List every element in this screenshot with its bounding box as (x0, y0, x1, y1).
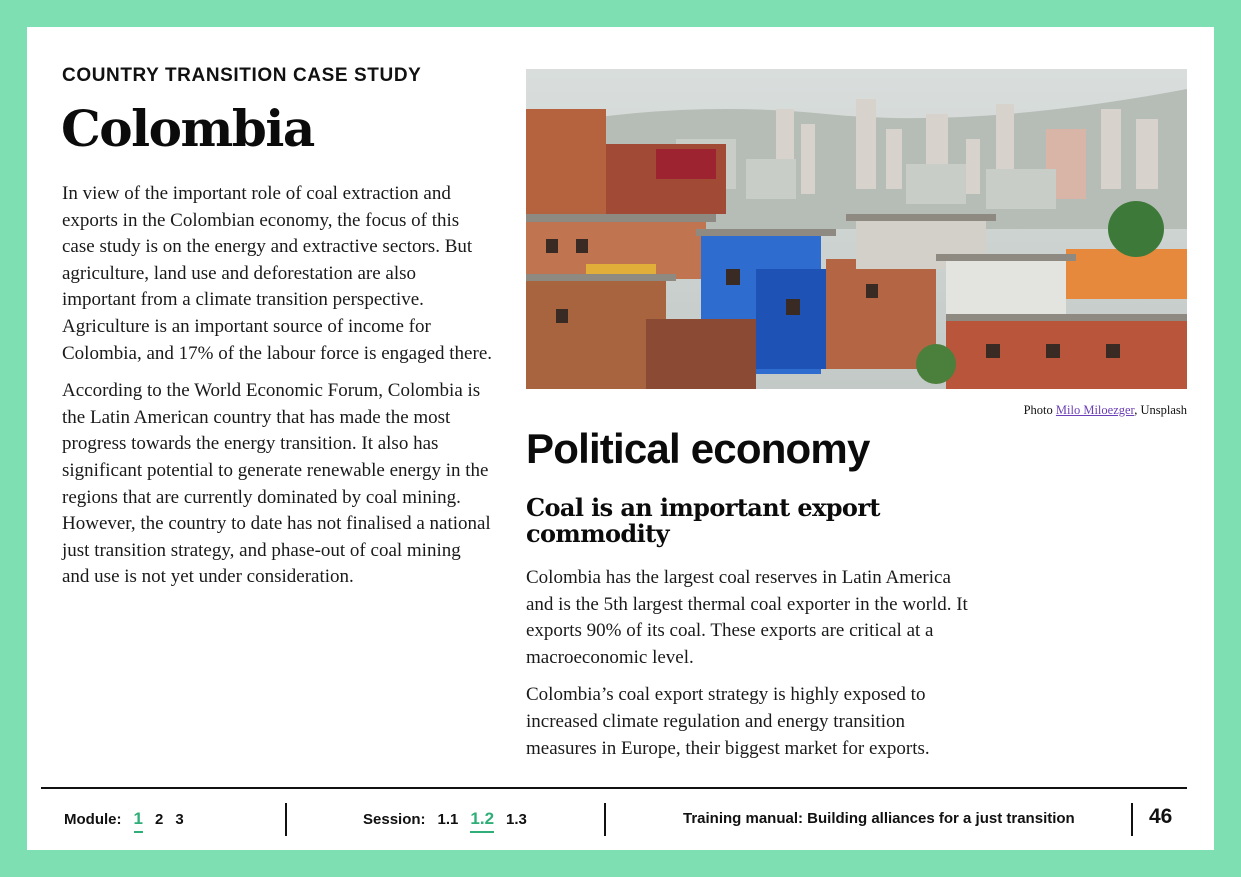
section-kicker: COUNTRY TRANSITION CASE STUDY (62, 65, 422, 86)
section-text (526, 565, 976, 773)
module-nav (64, 809, 196, 833)
intro-paragraph-2: According to the World Economic Forum, Colombia is the Latin American country that has made the most progress towards the energy transition. It also has significant potential to generate renewable energy in the regions that are currently dominated by coal mining. However, the country to date has not finalised a national just transition strategy, and phase-out of coal mining and use is not yet under consideration. (62, 380, 491, 588)
intro-paragraph-1: In view of the important role of coal extraction and exports in the Colombian economy, the focus of this case study is on the energy and extractive sectors. But agriculture, land use and deforestation are also important from a climate transition perspective. Agriculture is an important source of income for Colombia, and 17% of the labour force is engaged there. (62, 183, 492, 364)
caption-prefix: Photo (1023, 403, 1056, 417)
footer-separator (1131, 803, 1133, 836)
session-label: Session: (363, 811, 426, 828)
footer (27, 788, 1214, 850)
session-link-1-3[interactable]: 1.3 (506, 811, 527, 828)
section-subheading: Coal is an important export commodity (526, 493, 880, 548)
caption-suffix: , Unsplash (1134, 403, 1187, 417)
page (27, 27, 1214, 850)
section-paragraph-1: Colombia has the largest coal reserves in Latin America and is the 5th largest thermal coal exporter in the world. It exports 90% of its coal. These exports are critical at a macroeconomic level. (526, 567, 968, 668)
photographer-link[interactable]: Milo Miloezger (1055, 403, 1135, 417)
page-number: 46 (1149, 805, 1173, 828)
session-link-1-2[interactable]: 1.2 (470, 809, 494, 833)
module-label: Module: (64, 811, 122, 828)
footer-separator (285, 803, 287, 836)
module-link-1[interactable]: 1 (134, 809, 143, 833)
session-link-1-1[interactable]: 1.1 (437, 811, 459, 828)
session-nav (363, 809, 539, 833)
photo-caption (727, 403, 1187, 418)
intro-text (62, 181, 492, 602)
page-title: Colombia (61, 99, 314, 158)
footer-separator (604, 803, 606, 836)
module-link-3[interactable]: 3 (175, 811, 184, 828)
section-paragraph-2: Colombia’s coal export strategy is highly exposed to increased climate regulation and energy transition measures in Europe, their biggest market for exports. (526, 684, 930, 759)
section-heading: Political economy (526, 425, 870, 472)
city-hillside-photo (526, 69, 1187, 389)
manual-title: Training manual: Building alliances for a just transition (683, 810, 1075, 827)
module-link-2[interactable]: 2 (154, 811, 164, 828)
